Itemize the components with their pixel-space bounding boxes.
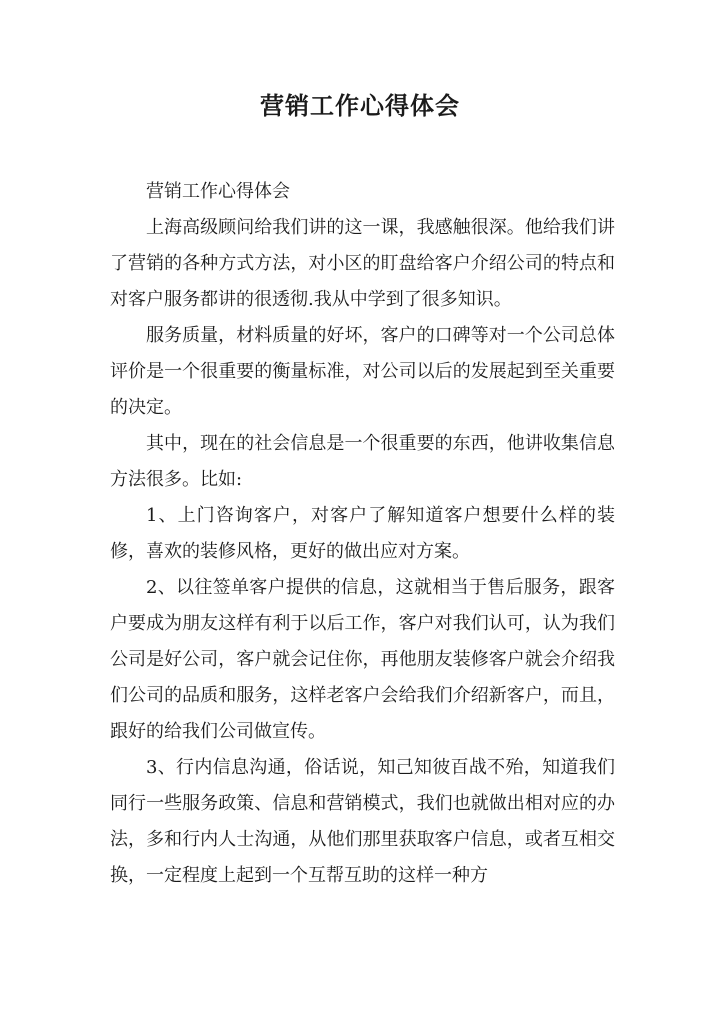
paragraph: 其中，现在的社会信息是一个很重要的东西，他讲收集信息方法很多。比如: [110,433,615,490]
list-item: 2、以往签单客户提供的信息，这就相当于售后服务，跟客户要成为朋友这样有利于以后工作，客户对我们认可，认为我们公司是好公司，客户就会记住你，再他朋友装修客户就会介绍我们公司的品质和服务，这样老客户会给我们介绍新客户，而且，跟好的给我们公司做宣传。 [110,577,615,742]
paragraph: 服务质量，材料质量的好坏，客户的口碑等对一个公司总体评价是一个很重要的衡量标准，对公司以后的发展起到至关重要的决定。 [110,325,615,418]
document-title: 营销工作心得体会 [260,91,460,120]
list-item: 1、上门咨询客户，对客户了解知道客户想要什么样的装修，喜欢的装修风格，更好的做出应对方案。 [110,505,615,562]
document-body [110,174,615,894]
list-item: 3、行内信息沟通，俗话说，知己知彼百战不殆，知道我们同行一些服务政策、信息和营销模式，我们也就做出相对应的办法，多和行内人士沟通，从他们那里获取客户信息，或者互相交换，一定程度上起到一个互帮互助的这样一种方 [110,757,615,886]
paragraph-heading: 营销工作心得体会 [146,181,290,202]
paragraph: 上海高级顾问给我们讲的这一课，我感触很深。他给我们讲了营销的各种方式方法，对小区的盯盘给客户介绍公司的特点和对客户服务都讲的很透彻.我从中学到了很多知识。 [110,217,615,310]
